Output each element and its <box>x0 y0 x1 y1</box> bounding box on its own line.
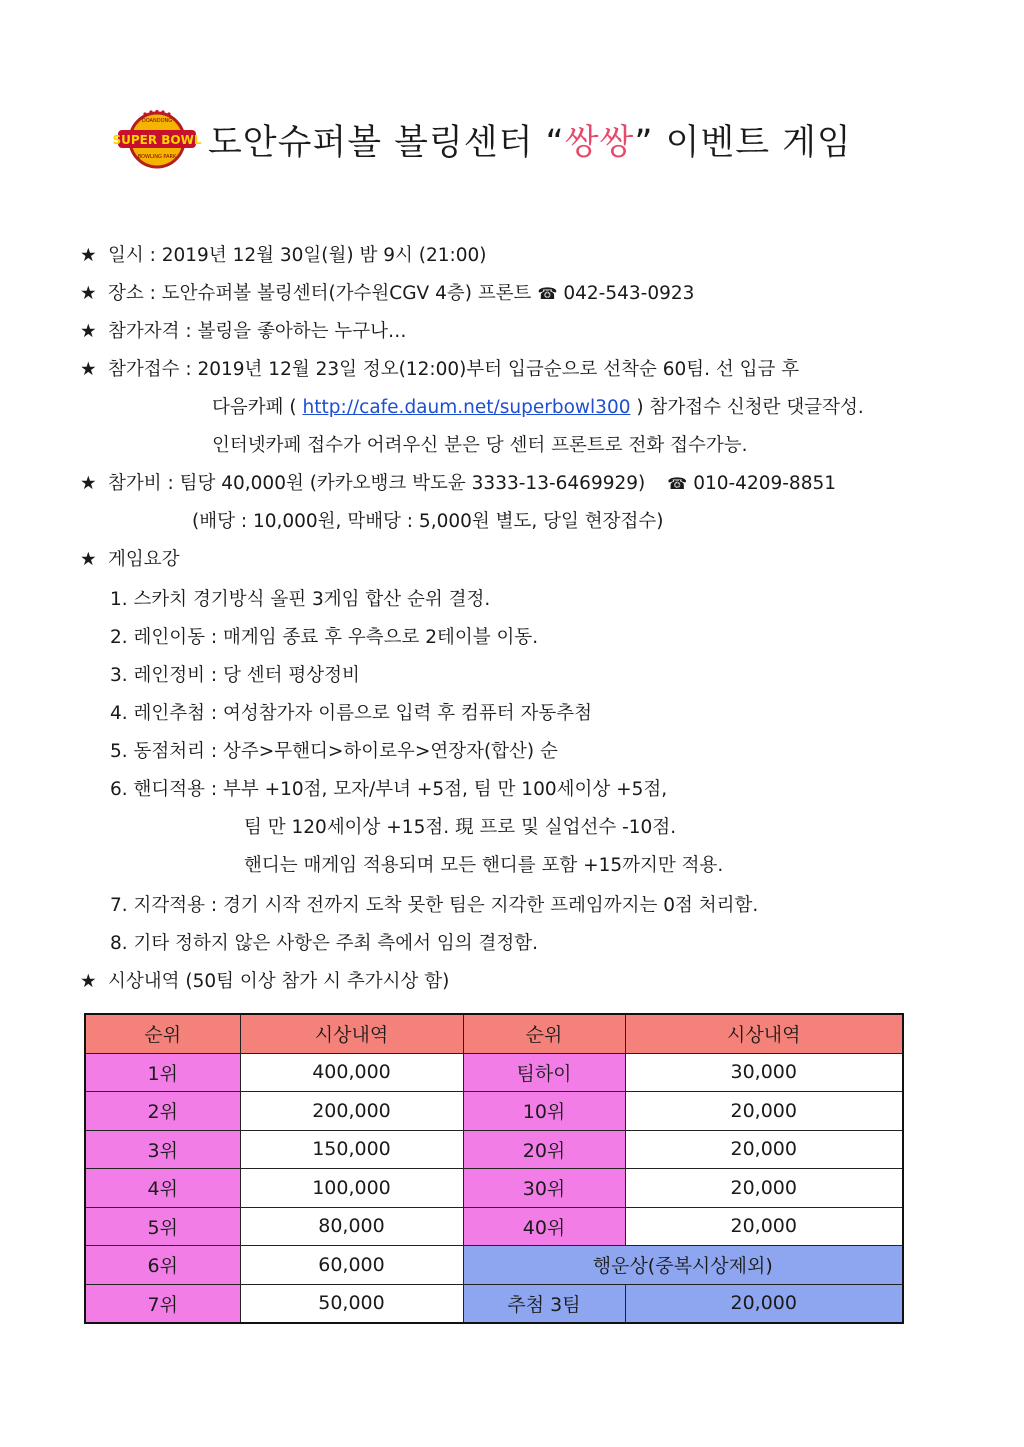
rank-cell: 10위 <box>463 1092 625 1131</box>
rank-cell: 팀하이 <box>463 1053 625 1092</box>
prize-cell: 150,000 <box>240 1130 463 1169</box>
info-fee-note: (배당 : 10,000원, 막배당 : 5,000원 별도, 당일 현장접수) <box>192 511 664 532</box>
star-icon: ★ <box>80 473 97 494</box>
prize-cell: 80,000 <box>240 1207 463 1246</box>
title-row <box>112 108 852 172</box>
phone-icon: ☎ <box>667 474 688 493</box>
star-icon: ★ <box>80 971 97 992</box>
rank-cell: 1위 <box>85 1053 240 1092</box>
rank-cell: 5위 <box>85 1207 240 1246</box>
star-icon: ★ <box>80 359 97 380</box>
lucky-prize-title: 행운상(중복시상제외) <box>463 1246 903 1285</box>
rule-item: 5. 동점처리 : 상주>무핸디>하이로우>연장자(합산) 순 <box>110 741 558 762</box>
info-registration-cafe: 다음카페 ( http://cafe.daum.net/superbowl300 ) 참가접수 신청란 댓글작성. <box>212 397 864 418</box>
prize-cell: 20,000 <box>625 1092 903 1131</box>
rule-item: 6. 핸디적용 : 부부 +10점, 모자/부녀 +5점, 팀 만 100세이상 +5점, <box>110 779 668 800</box>
rule-item: 7. 지각적용 : 경기 시작 전까지 도착 못한 팀은 지각한 프레임까지는 0점 처리함. <box>110 895 759 916</box>
star-icon: ★ <box>80 283 97 304</box>
rule-item: 1. 스카치 경기방식 올핀 3게임 합산 순위 결정. <box>110 589 491 610</box>
prize-cell: 60,000 <box>240 1246 463 1285</box>
rules-title: ★ 게임요강 <box>80 549 180 570</box>
table-row <box>85 1246 903 1285</box>
header-rank: 순위 <box>463 1014 625 1053</box>
rank-cell: 6위 <box>85 1246 240 1285</box>
rule-item: 2. 레인이동 : 매게임 종료 후 우측으로 2테이블 이동. <box>110 627 539 648</box>
super-bowl-logo <box>112 108 202 172</box>
prize-cell: 20,000 <box>625 1207 903 1246</box>
info-date: ★ 일시 : 2019년 12월 30일(월) 밤 9시 (21:00) <box>80 245 487 266</box>
info-eligibility: ★ 참가자격 : 볼링을 좋아하는 누구나… <box>80 321 407 342</box>
prize-cell: 20,000 <box>625 1130 903 1169</box>
rule-item: 4. 레인추첨 : 여성참가자 이름으로 입력 후 컴퓨터 자동추첨 <box>110 703 592 724</box>
star-icon: ★ <box>80 549 97 570</box>
rank-cell: 30위 <box>463 1169 625 1208</box>
page-title: 도안슈퍼볼 볼링센터 “쌍쌍” 이벤트 게임 <box>208 123 852 163</box>
table-row <box>85 1284 903 1323</box>
cafe-link[interactable]: http://cafe.daum.net/superbowl300 <box>302 397 631 418</box>
prize-cell: 30,000 <box>625 1053 903 1092</box>
prize-cell: 20,000 <box>625 1169 903 1208</box>
prize-cell: 50,000 <box>240 1284 463 1323</box>
rank-cell: 40위 <box>463 1207 625 1246</box>
table-row <box>85 1207 903 1246</box>
lucky-rank-cell: 추첨 3팀 <box>463 1284 625 1323</box>
rank-cell: 3위 <box>85 1130 240 1169</box>
info-registration-phone: 인터넷카페 접수가 어려우신 분은 당 센터 프론트로 전화 접수가능. <box>212 435 748 456</box>
info-fee: ★ 참가비 : 팀당 40,000원 (카카오뱅크 박도윤 3333-13-6469929) ☎ 010-4209-8851 <box>80 473 837 494</box>
rule-item: 8. 기타 정하지 않은 사항은 주최 측에서 임의 결정함. <box>110 933 538 954</box>
info-place: ★ 장소 : 도안슈퍼볼 볼링센터(가수원CGV 4층) 프론트 ☎ 042-543-0923 <box>80 283 695 304</box>
prize-cell: 400,000 <box>240 1053 463 1092</box>
table-row <box>85 1053 903 1092</box>
header-prize: 시상내역 <box>625 1014 903 1053</box>
header-prize: 시상내역 <box>240 1014 463 1053</box>
svg-text:DOANDONG: DOANDONG <box>141 118 173 124</box>
table-row <box>85 1169 903 1208</box>
svg-text:BOWLING PARK: BOWLING PARK <box>137 154 177 160</box>
table-row <box>85 1092 903 1131</box>
rule-item: 3. 레인정비 : 당 센터 평상정비 <box>110 665 360 686</box>
rule-item-continued: 핸디는 매게임 적용되며 모든 핸디를 포함 +15까지만 적용. <box>244 855 724 876</box>
rank-cell: 4위 <box>85 1169 240 1208</box>
phone-icon: ☎ <box>537 284 558 303</box>
table-header-row <box>85 1014 903 1053</box>
rank-cell: 2위 <box>85 1092 240 1131</box>
prize-cell: 200,000 <box>240 1092 463 1131</box>
star-icon: ★ <box>80 245 97 266</box>
title-highlight: 쌍쌍 <box>564 123 635 163</box>
rank-cell: 20위 <box>463 1130 625 1169</box>
header-rank: 순위 <box>85 1014 240 1053</box>
prize-cell: 100,000 <box>240 1169 463 1208</box>
prize-table <box>84 1013 904 1324</box>
rule-item-continued: 팀 만 120세이상 +15점. 現 프로 및 실업선수 -10점. <box>244 817 677 838</box>
prizes-title: ★ 시상내역 (50팀 이상 참가 시 추가시상 함) <box>80 971 450 992</box>
table-row <box>85 1130 903 1169</box>
rank-cell: 7위 <box>85 1284 240 1323</box>
star-icon: ★ <box>80 321 97 342</box>
lucky-prize-cell: 20,000 <box>625 1284 903 1323</box>
info-registration: ★ 참가접수 : 2019년 12월 23일 정오(12:00)부터 입금순으로 선착순 60팀. 선 입금 후 <box>80 359 800 380</box>
svg-text:SUPER BOWL: SUPER BOWL <box>112 133 202 147</box>
